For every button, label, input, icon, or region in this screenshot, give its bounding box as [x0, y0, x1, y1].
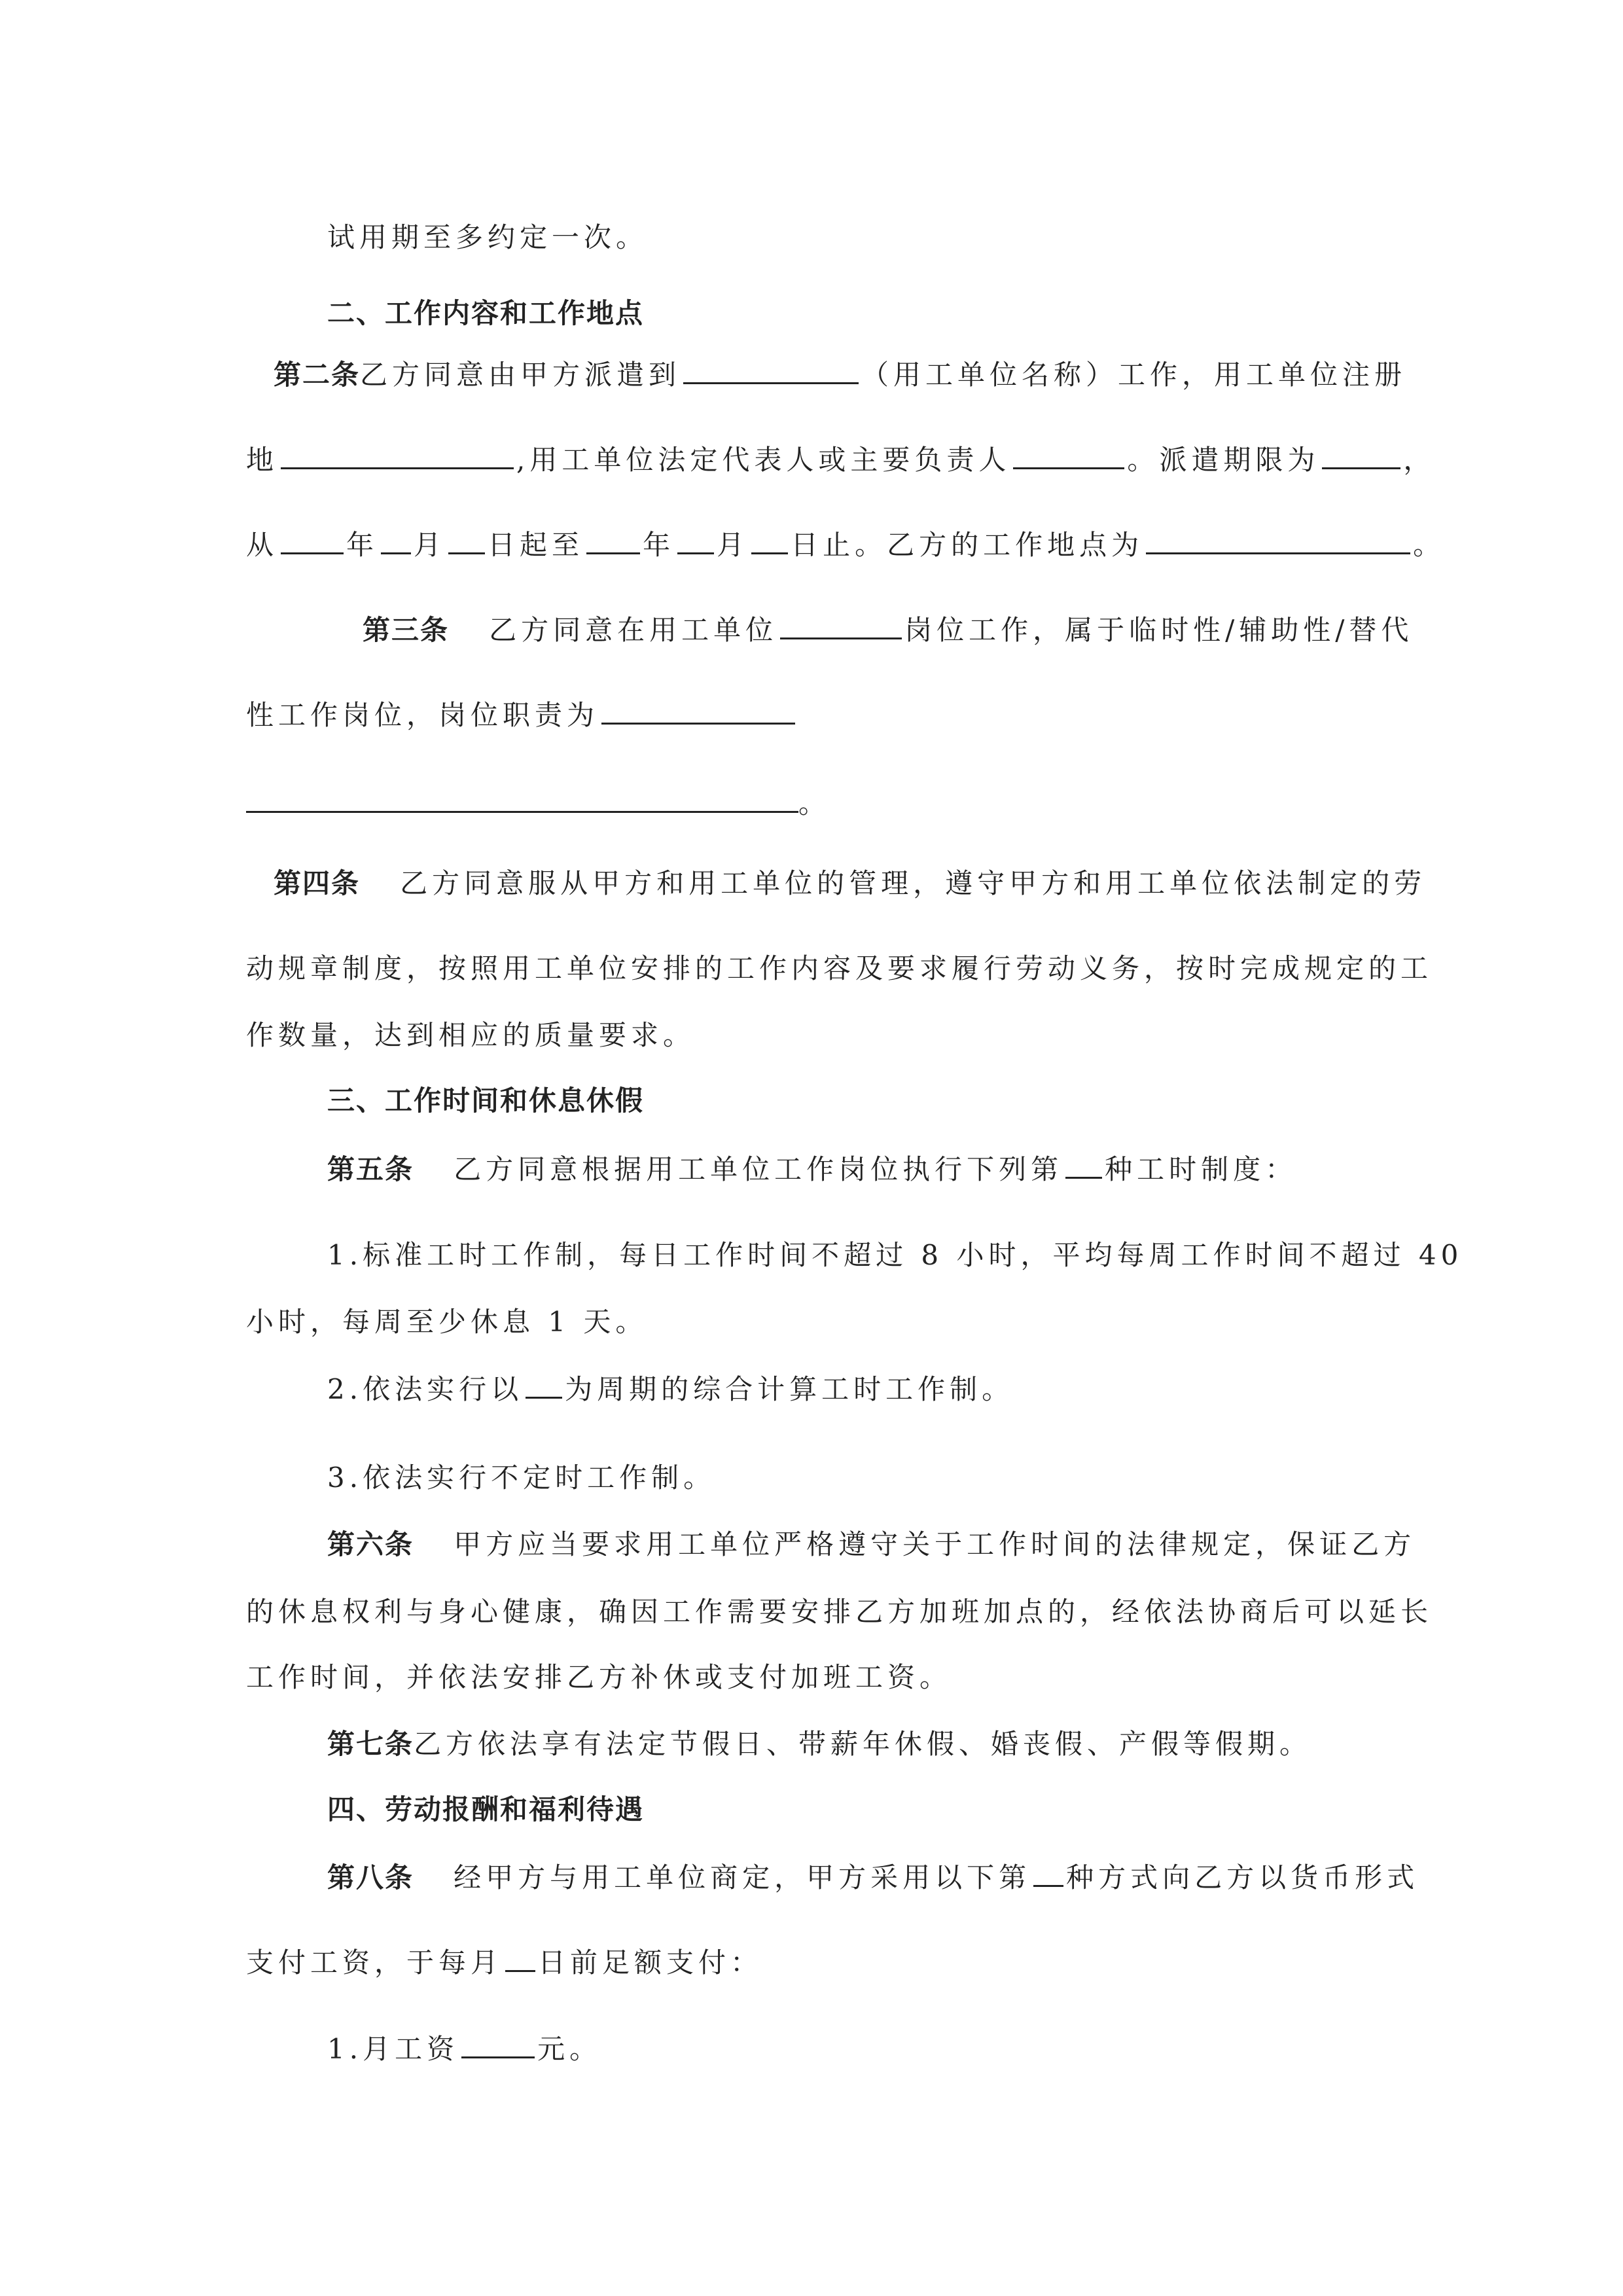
blank-field[interactable] — [683, 353, 859, 384]
blank-field[interactable] — [1322, 439, 1400, 469]
article-6-line-3: 工作时间，并依法安排乙方补休或支付加班工资。 — [246, 1661, 952, 1693]
article-label: 第六条 — [327, 1528, 414, 1560]
blank-field[interactable] — [780, 609, 902, 639]
blank-field[interactable] — [1065, 1148, 1102, 1179]
section-heading: 四、劳动报酬和福利待遇 — [327, 1793, 645, 1825]
blank-field[interactable] — [281, 524, 344, 554]
section-heading: 三、工作时间和休息休假 — [327, 1085, 645, 1117]
blank-field[interactable] — [246, 782, 798, 813]
blank-field[interactable] — [751, 524, 788, 554]
article-6-line-1: 第六条 甲方应当要求用工单位严格遵守关于工作时间的法律规定，保证乙方 — [327, 1528, 1416, 1560]
article-label: 第四条 — [274, 867, 361, 899]
article-6-line-2: 的休息权利与身心健康，确因工作需要安排乙方加班加点的，经依法协商后可以延长 — [246, 1596, 1433, 1628]
blank-field[interactable] — [1013, 439, 1124, 469]
item-2: 2.依法实行以 为周期的综合计算工时工作制。 — [327, 1368, 1014, 1409]
article-2-line-3: 从 年 月 日起至 年 月 日止。乙方的工作地点为 。 — [246, 524, 1445, 565]
blank-field[interactable] — [601, 694, 795, 725]
article-label: 第五条 — [327, 1153, 414, 1185]
article-4-line-2: 动规章制度，按照用工单位安排的工作内容及要求履行劳动义务，按时完成规定的工 — [246, 952, 1433, 984]
blank-field[interactable] — [1033, 1856, 1063, 1887]
blank-field[interactable] — [448, 524, 485, 554]
article-2-line-2: 地 ,用工单位法定代表人或主要负责人 。派遣期限为 ， — [246, 439, 1435, 480]
article-3-line-3: 。 — [246, 782, 830, 823]
article-3-line-1: 第三条 乙方同意在用工单位 岗位工作，属于临时性/辅助性/替代 — [363, 609, 1413, 650]
article-7: 第七条乙方依法享有法定节假日、带薪年休假、婚丧假、产假等假期。 — [327, 1728, 1312, 1760]
item-1-line-1: 1.标准工时工作制，每日工作时间不超过 8 小时，平均每周工作时间不超过 40 — [327, 1239, 1463, 1271]
blank-field[interactable] — [677, 524, 714, 554]
blank-field[interactable] — [281, 439, 514, 469]
wage-item-1: 1.月工资 元。 — [327, 2028, 601, 2069]
blank-field[interactable] — [586, 524, 640, 554]
blank-field[interactable] — [381, 524, 411, 554]
blank-field[interactable] — [461, 2028, 535, 2058]
article-4-line-1: 第四条 乙方同意服从甲方和用工单位的管理，遵守甲方和用工单位依法制定的劳 — [274, 867, 1427, 899]
article-8-line-2: 支付工资，于每月 日前足额支付： — [246, 1941, 762, 1982]
item-1-line-2: 小时，每周至少休息 1 天。 — [246, 1306, 648, 1338]
article-label: 第七条 — [327, 1728, 414, 1760]
section-heading: 二、工作内容和工作地点 — [327, 297, 645, 329]
article-4-line-3: 作数量，达到相应的质量要求。 — [246, 1019, 696, 1051]
article-label: 第八条 — [327, 1861, 414, 1893]
blank-field[interactable] — [505, 1941, 535, 1972]
paragraph-line: 试用期至多约定一次。 — [327, 221, 649, 253]
item-3: 3.依法实行不定时工作制。 — [327, 1462, 716, 1494]
article-label: 第二条 — [274, 359, 361, 391]
blank-field[interactable] — [1146, 524, 1410, 554]
article-2-line-1: 第二条乙方同意由甲方派遣到 （用工单位名称）工作，用工单位注册 — [274, 353, 1406, 395]
article-8-line-1: 第八条 经甲方与用工单位商定，甲方采用以下第 种方式向乙方以货币形式 — [327, 1856, 1419, 1897]
blank-field[interactable] — [526, 1368, 562, 1399]
article-5-line-1: 第五条 乙方同意根据用工单位工作岗位执行下列第 种工时制度： — [327, 1148, 1297, 1189]
article-label: 第三条 — [363, 614, 450, 646]
article-3-line-2: 性工作岗位，岗位职责为 — [246, 694, 798, 735]
